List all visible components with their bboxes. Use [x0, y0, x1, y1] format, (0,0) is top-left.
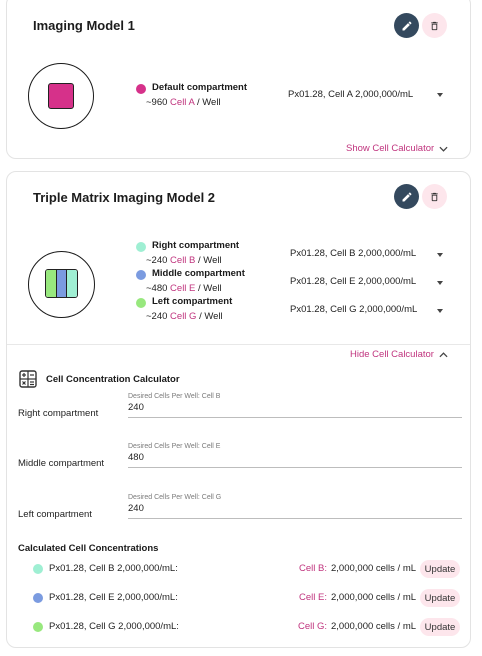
desired-cells-input[interactable]: 240 — [128, 402, 462, 418]
edit-button[interactable] — [394, 184, 419, 209]
result-color-dot — [33, 564, 43, 574]
result-label: Px01.28, Cell E 2,000,000/mL: — [49, 592, 178, 603]
compartment-color-dot — [136, 298, 146, 308]
result-color-dot — [33, 622, 43, 632]
chevron-down-icon — [439, 146, 448, 152]
result-concentration: 2,000,000 cells / mL — [331, 563, 417, 574]
cell-line-select[interactable]: Px01.28, Cell E 2,000,000/mL — [290, 276, 417, 287]
cell-name: Cell B — [170, 255, 196, 266]
field-label: Left compartment — [18, 509, 92, 520]
edit-button[interactable] — [394, 13, 419, 38]
desired-cells-input[interactable]: 240 — [128, 503, 462, 519]
cell-line-select[interactable]: Px01.28, Cell G 2,000,000/mL — [290, 304, 418, 315]
compartment-color-dot — [136, 84, 146, 94]
calculator-icon — [19, 370, 37, 388]
model-title: Triple Matrix Imaging Model 2 — [33, 190, 216, 205]
default-compartment-square — [48, 83, 74, 109]
pencil-icon — [401, 191, 413, 203]
count-unit: / Well — [198, 255, 222, 266]
update-button[interactable]: Update — [420, 560, 460, 578]
compartment-name: Middle compartment — [152, 268, 245, 279]
result-cell: Cell B: — [299, 563, 327, 574]
result-label: Px01.28, Cell G 2,000,000/mL: — [49, 621, 179, 632]
count-unit: / Well — [198, 283, 222, 294]
cell-line-select[interactable]: Px01.28, Cell B 2,000,000/mL — [290, 248, 417, 259]
chevron-down-icon[interactable] — [437, 281, 443, 285]
field-hint: Desired Cells Per Well: Cell B — [128, 393, 221, 400]
compartment-color-dot — [136, 242, 146, 252]
cell-count: ~240 — [146, 311, 168, 322]
update-button[interactable]: Update — [420, 589, 460, 607]
compartment-count — [146, 311, 223, 322]
field-label: Right compartment — [18, 408, 99, 419]
imaging-model-card-1 — [6, 0, 471, 159]
result-concentration: 2,000,000 cells / mL — [331, 592, 417, 603]
chevron-down-icon[interactable] — [437, 309, 443, 313]
update-button[interactable]: Update — [420, 618, 460, 636]
trash-icon — [429, 20, 440, 32]
count-unit: / Well — [199, 311, 223, 322]
pencil-icon — [401, 20, 413, 32]
triple-compartment-block — [45, 269, 78, 298]
desired-cells-input[interactable]: 480 — [128, 452, 462, 468]
calculator-title: Cell Concentration Calculator — [46, 373, 180, 385]
field-hint: Desired Cells Per Well: Cell E — [128, 443, 221, 450]
calc-toggle-label: Show Cell Calculator — [346, 143, 435, 154]
result-label: Px01.28, Cell B 2,000,000/mL: — [49, 563, 178, 574]
right-compartment-fill — [66, 270, 77, 297]
calculator-header — [19, 370, 180, 388]
chevron-up-icon — [439, 352, 448, 358]
result-cell: Cell G: — [297, 621, 327, 632]
section-divider — [7, 344, 470, 345]
model-title: Imaging Model 1 — [33, 18, 135, 33]
hide-cell-calculator-button[interactable] — [350, 349, 448, 360]
result-cell: Cell E: — [299, 592, 327, 603]
field-label: Middle compartment — [18, 458, 105, 469]
calc-toggle-label: Hide Cell Calculator — [350, 349, 434, 360]
left-compartment-fill — [46, 270, 56, 297]
compartment-count — [146, 255, 222, 266]
compartment-count — [146, 283, 222, 294]
chevron-down-icon[interactable] — [437, 93, 443, 97]
middle-compartment-fill — [56, 270, 67, 297]
compartment-color-dot — [136, 270, 146, 280]
show-cell-calculator-button[interactable] — [346, 143, 448, 154]
results-title: Calculated Cell Concentrations — [18, 543, 159, 554]
cell-line-select[interactable]: Px01.28, Cell A 2,000,000/mL — [288, 89, 414, 100]
well-diagram — [28, 63, 94, 129]
compartment-name: Default compartment — [152, 82, 248, 93]
cell-name: Cell E — [170, 283, 196, 294]
trash-icon — [429, 191, 440, 203]
cell-name: Cell A — [170, 97, 195, 108]
cell-count: ~480 — [146, 283, 168, 294]
count-unit: / Well — [196, 97, 221, 108]
well-diagram — [28, 251, 95, 318]
delete-button[interactable] — [422, 184, 447, 209]
field-hint: Desired Cells Per Well: Cell G — [128, 494, 222, 501]
cell-count: ~960 — [146, 97, 168, 108]
imaging-model-card-2 — [6, 171, 471, 648]
result-color-dot — [33, 593, 43, 603]
chevron-down-icon[interactable] — [437, 253, 443, 257]
result-concentration: 2,000,000 cells / mL — [331, 621, 417, 632]
cell-name: Cell G — [170, 311, 197, 322]
compartment-name: Right compartment — [152, 240, 240, 251]
cell-count: ~240 — [146, 255, 168, 266]
delete-button[interactable] — [422, 13, 447, 38]
compartment-count — [146, 97, 221, 108]
compartment-name: Left compartment — [152, 296, 233, 307]
